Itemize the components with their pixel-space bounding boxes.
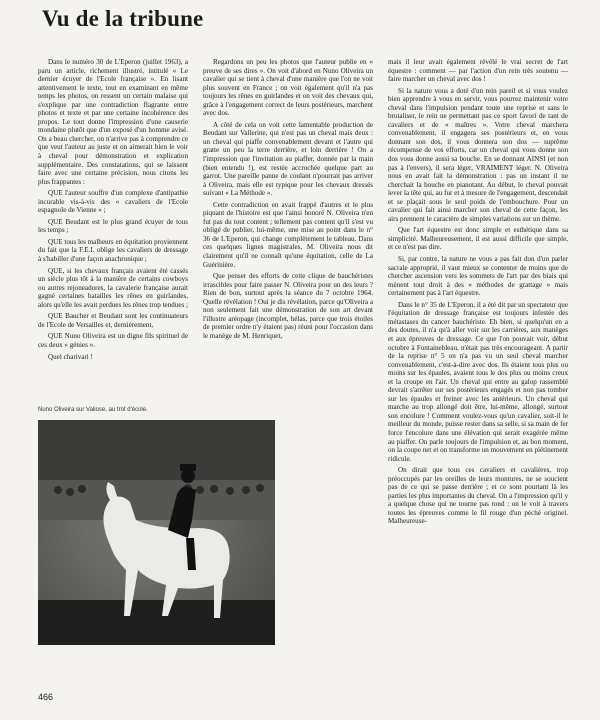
page-title: Vu de la tribune [42,6,204,31]
paragraph: Dans le numéro 30 de L'Eperon (juillet 1963), a paru un article, richement illustré, intitulé « Le dernier écuyer de l'Ecole française ». En lisant attentivement le texte, tout en examinant en même temps les photos, on ressent un certain malaise qui s'explique par une contradiction flagrante entre photos et texte et par une certaine incohérence des propos. Le tout donne l'impression d'une causerie mondaine plutôt que d'un exposé d'un homme avisé. On a beau chercher, on n'arrive pas à comprendre ce que veut l'auteur au juste et on aimerait bien le voir à cheval pour démonstration et explication supplémentaire. Des constatations, qui se laissent faire avec une certaine précision, nous citons les plus frappantes : [38,58,188,186]
horse-rider-illustration [38,420,275,645]
horse-photo [38,420,275,645]
paragraph: Si la nature vous a doté d'un rein pareil et si vous voulez bien apprendre à vous en servir, vous pourrez maintenir votre cheval dans l'impulsion pendant toute une reprise et sans le brutaliser, le rein ne permettant pas ce sport favori de tant de cavaliers et de « maîtres ». Votre cheval marchera convenablement, il engagera ses postérieurs et, en vous donnant son dos, il vous donnera son dos — suprême récompense de vos efforts, car un cheval qui vous donne son dos vous donne aussi sa bouche. En se donnant AINSI (et non pas à l'envers), il sera léger, VRAIMENT léger. N. Oliveira nous en avait fait la démonstration : pas un instant il ne cherchait la bouche en pianotant. Au début, le cheval pouvait lever la tête qui, au fur et à mesure de l'engagement, descendait et se plaçait sous le seul poids de l'embouchure. Pour un cavalier qui fait ainsi marcher son cheval de cette façon, les airs prennent le caractère de simples variations sur un thème. [388,86,568,223]
paragraph: Que l'art équestre est donc simple et esthétique dans sa simplicité. Malheureusement, il est aussi difficile que simple, et ce n'est pas dire. [388,226,568,252]
paragraph: A côté de cela on voit cette lamentable production de Beudant sur Vallerine, qui n'est pas un cheval mais deux : un cheval qui piaffe convenablement devant et l'autre qui gratte un peu la terre derrière, et loin derrière ! On a l'impression que l'invitation au piaffer, donnée par la main (bien entendu !), est restée accrochée quelque part au garrot. Une pareille panne de coulant n'pourrait pas arriver à Oliveira, mais elle est typique pour les chevaux dressés suivant « La Méthode ». [203,120,373,198]
paragraph: QUE Nuno Oliveira est un digne fils spirituel de ces deux « génies ». [38,332,188,349]
photo-caption: Nuno Oliveira sur Valiose, au trot d'école. [38,407,148,413]
paragraph: Si, par contre, la nature ne vous a pas fait don d'un parler sacrale approprié, il vaut mieux se contenter de moins que de chercher ascension vers les sommets de l'art par des biais qui mènent tout droit à des « méthodes de grattage » mais certainement pas à l'art équestre. [388,255,568,298]
paragraph: QUE Beudant est le plus grand écuyer de tous les temps ; [38,217,188,235]
paragraph: Regardons un peu les photos que l'auteur publie en « preuve de ses dires ». On voit d'abord en Nuno Oliveira un cavalier qui se tient à cheval d'une manière que l'on ne voit plus souvent en France ; on voit également qu'il n'a pas toujours les rênes en guirlandes et on voit des chevaux qui, grâce à l'engagement correct de leurs postérieurs, marchent avec dos. [203,58,373,118]
paragraph: On dirait que tous ces cavaliers et cavalières, trop préoccupés par les oreilles de leurs montures, ne se soucient pas de ce qui se passe derrière ; et ce sont pourtant là les parties les plus importantes du cheval. On a l'impression qu'il y a quelque chose qui ne tourne pas rond : on le voit à travers toutes les épreuves comme le fil rouge d'un péché originel. Malheureuse- [388,466,568,526]
paragraph: Cette contradiction en avait frappé d'autres et le plus piquant de l'histoire est que l'ainsi honoré N. Oliveira n'en fut pas du tout content ; tellement pas content qu'il s'est vu obligé de publier, lui-même, une mise au point dans le n° 36 de L'Eperon, qui change complètement le tableau. Dans ces quelques lignes magistrales, M. Oliveira nous dit clairement qu'il ne connaît qu'une équitation, celle de La Guérinière. [203,200,373,269]
page-number: 466 [38,692,54,702]
text-column-1 [38,58,188,364]
text-column-2 [203,58,373,344]
paragraph: mais il leur avait également révélé le vrai secret de l'art équestre : comment — par l'action d'un rein très soutenu — faire marcher un cheval avec dos ! [388,58,568,84]
paragraph: Quel charivari ! [48,352,93,361]
paragraph: QUE l'auteur souffre d'un complexe d'antipathie incurable vis-à-vis des « cavaliers de l'Ecole espagnole de Vienne » ; [38,189,188,215]
paragraph: QUE tous les malheurs en équitation proviennent du fait que la F.E.I. oblige les cavaliers de dressage à s'habiller d'une façon anachronique ; [38,237,188,264]
paragraph: Que penser des efforts de cette clique de bauchéristes irrascibles pour faire passer N. Oliveira pour un des leurs ? Rien de bon, surtout après la séance du 7 octobre 1964. Quelle révélation ! Oui je dis révélation, parce qu'Oliveira a non seulement fait une démonstration de son art devant l'illustre aréopage (incomplet, hélas, parce que trois étoiles de premier ordre n'y étaient pas) réuni pour l'occasion dans le manège de M. Henriquet, [203,272,373,340]
paragraph: QUE Baucher et Beudant sont les continuateurs de l'Ecole de Versailles et, dernièrement, [38,312,188,329]
paragraph: Dans le n° 35 de L'Eperon, il a été dit par un spectateur que l'équitation de dressage française est toujours infestée des métastases du cancer bauchériste. Eh bien, si quelqu'un en a des doutes, il n'a qu'à aller voir sur les carrières, aux manèges et aux épreuves de dressage. Ce que l'on pouvait voir, début octobre à Fontainebleau, n'était pas très encourageant. A partir de la reprise n° 5 on n'a pas vu un seul cheval marcher convenablement, c'est-à-dire avec dos. Ils étaient tous plus ou moins sur les épaules, avaient tous le dos plus ou moins creux et la croupe en l'air. Un cheval qui entre au galop rassemblé devrait s'arrêter sur ses postérieurs engagés et non pas tomber sur les épaules et freiner avec les antérieurs. Un cheval qui marche au trop allongé doit être, lui-même, allongé, surtout son encolure ! Comment voulez-vous qu'un cavalier, soit-il le meilleur du monde, puisse rester dans sa selle, si sa main de fer force l'encolure dans une élévation qui serait exagérée même au piaffer. On parle toujours de l'impulsion et, au bon moment, on la coupe net et on transforme un mouvement en piétinement ridicule. [388,300,568,463]
text-column-3 [388,58,568,529]
paragraph: QUE, si les chevaux français avaient été cassés un siècle plus tôt à la manière de certains cowboys ou autres rejoneadores, la cavalerie française aurait gagné certaines batailles les rênes en guirlandes, alors qu'elle les avait perdues les rênes trop tendues ; [38,266,189,309]
